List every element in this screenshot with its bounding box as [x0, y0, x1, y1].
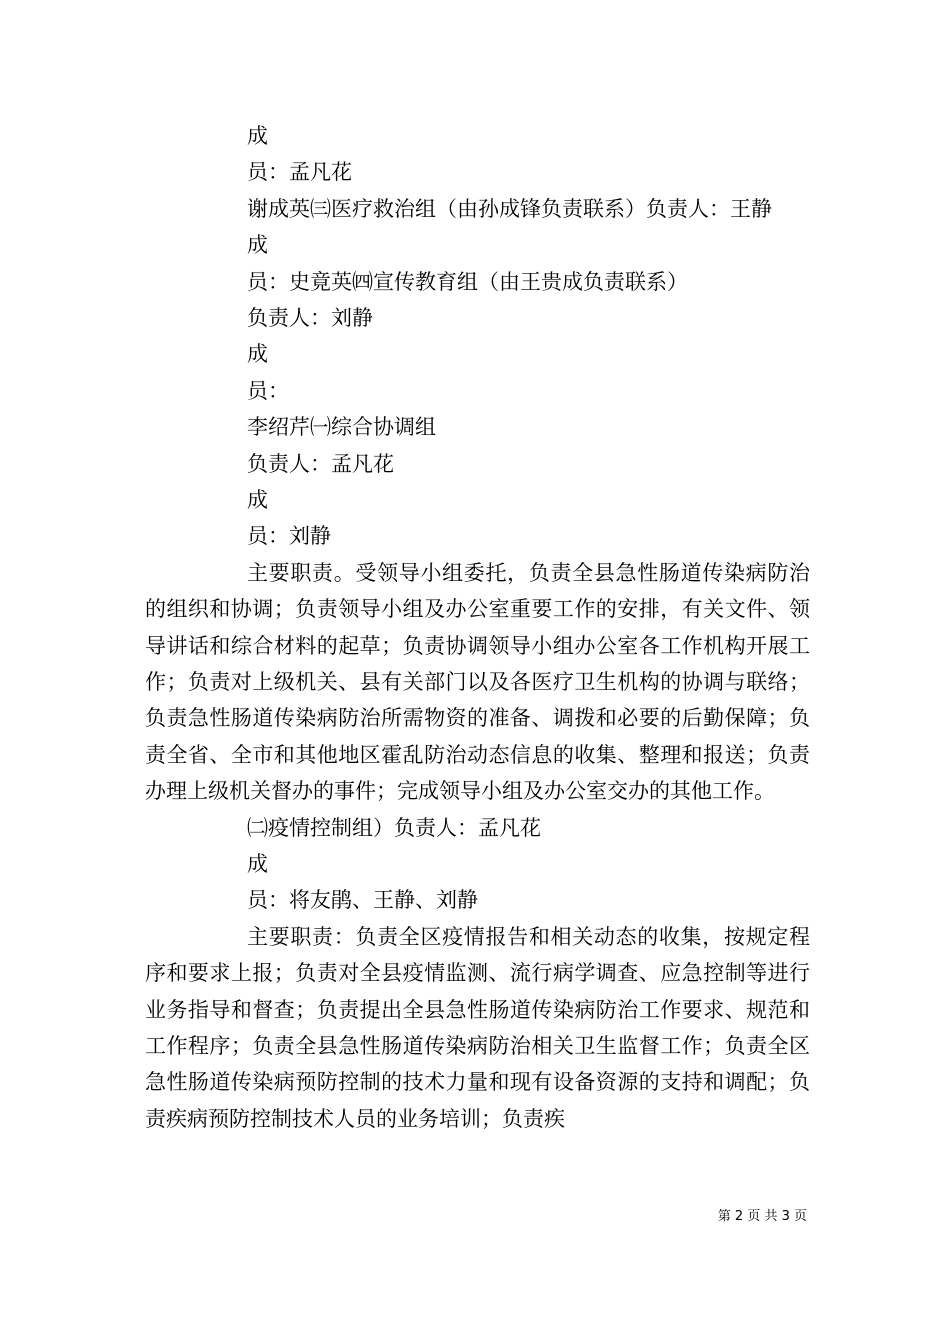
text-line: 员：孟凡花: [247, 160, 352, 185]
text-line: 谢成英㈢医疗救治组（由孙成锋负责联系）负责人：王静: [247, 196, 772, 221]
text-line: 成: [247, 851, 268, 876]
text-line: 员：: [247, 378, 289, 403]
duties-paragraph: 主要职责：负责全区疫情报告和相关动态的收集，按规定程序和要求上报；负责对全县疫情监测、流行病学调查、应急控制等进行业务指导和督查；负责提出全县急性肠道传染病防治工作要求、规范和工作程序；负责全县急性肠道传染病防治相关卫生监督工作；负责全区急性肠道传染病预防控制的技术力量和现有设备资源的支持和调配；负责疾病预防控制技术人员的业务培训；负责疾: [145, 924, 810, 1131]
text-line: 成: [247, 487, 268, 512]
text-line: 员：将友鹃、王静、刘静: [247, 888, 478, 913]
document-body: [145, 118, 810, 1137]
text-line: 员：史竟英㈣宣传教育组（由王贵成负责联系）: [247, 269, 688, 294]
text-line: 负责人：孟凡花: [247, 451, 394, 476]
text-line: 李绍芹㈠综合协调组: [247, 415, 436, 440]
text-line: 员：刘静: [247, 524, 331, 549]
text-line: 负责人：刘静: [247, 305, 373, 330]
duties-paragraph: 主要职责。受领导小组委托，负责全县急性肠道传染病防治的组织和协调；负责领导小组及办公室重要工作的安排，有关文件、领导讲话和综合材料的起草；负责协调领导小组办公室各工作机构开展工作；负责对上级机关、县有关部门以及各医疗卫生机构的协调与联络；负责急性肠道传染病防治所需物资的准备、调拨和必要的后勤保障；负责全省、全市和其他地区霍乱防治动态信息的收集、整理和报送；负责办理上级机关督办的事件；完成领导小组及办公室交办的其他工作。: [145, 560, 810, 804]
text-line: 成: [247, 124, 268, 148]
page-number: 第 2 页 共 3 页: [717, 1209, 807, 1224]
text-line: 成: [247, 342, 268, 367]
text-line: 成: [247, 233, 268, 258]
text-line: ㈡疫情控制组）负责人：孟凡花: [247, 815, 541, 840]
